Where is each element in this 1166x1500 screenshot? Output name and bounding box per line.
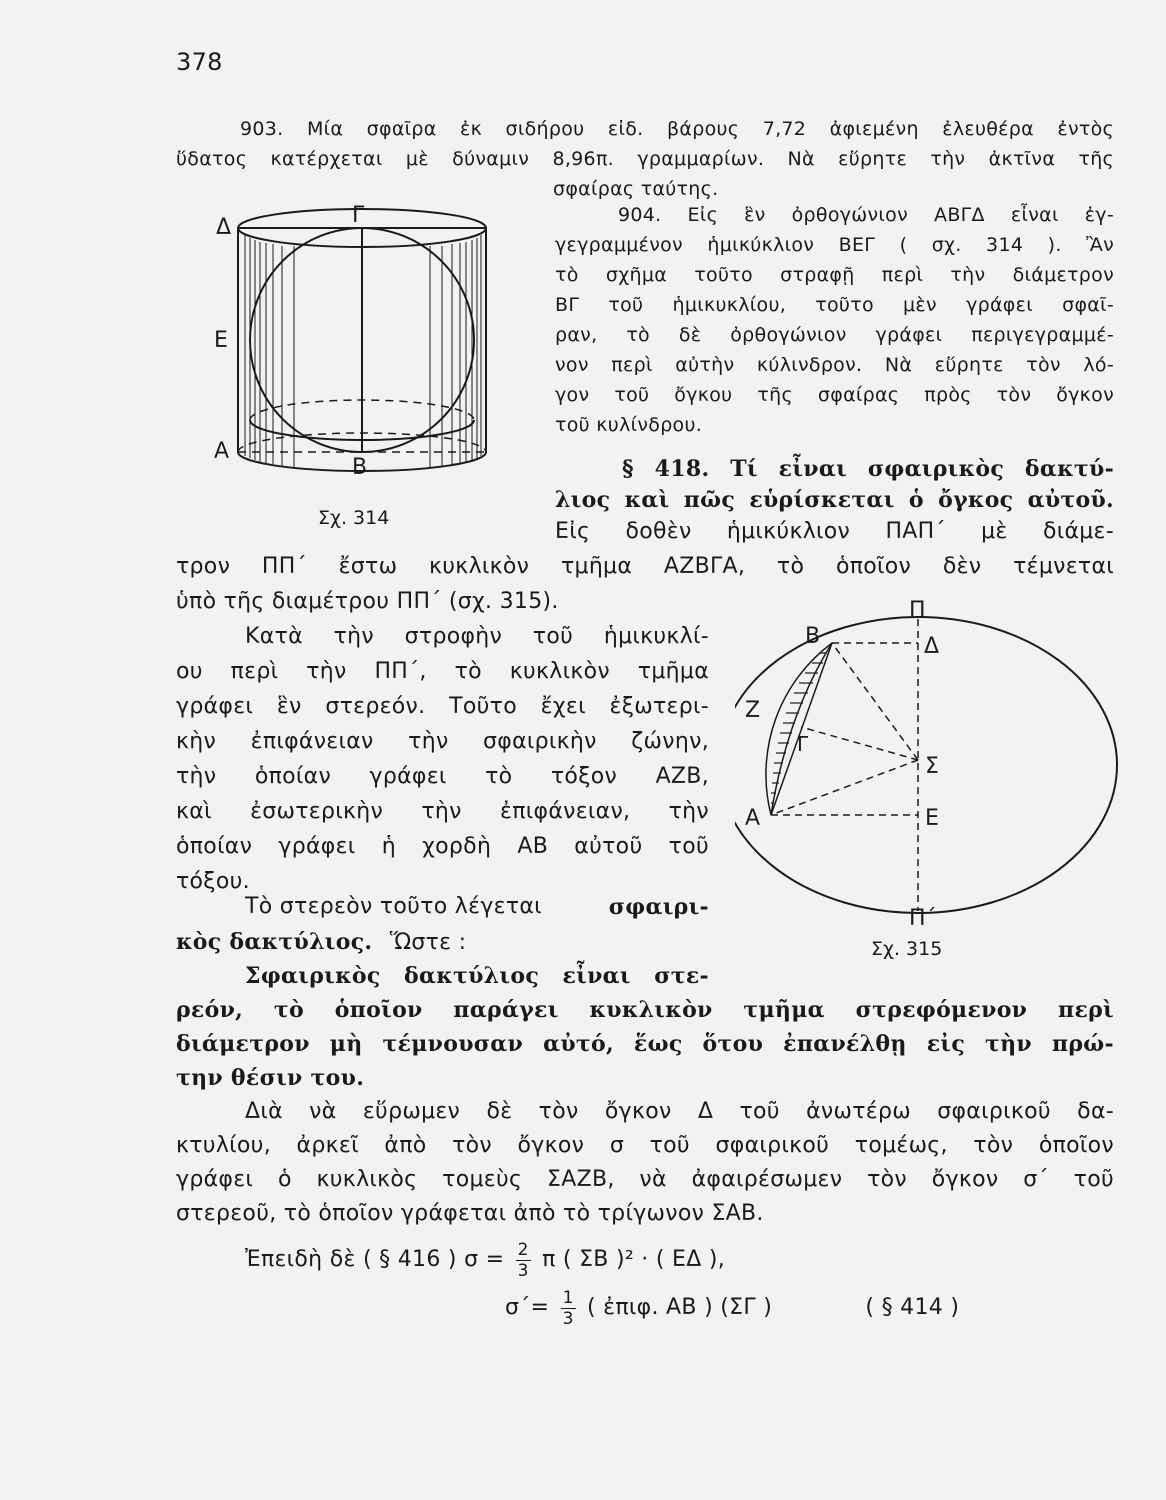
formula-1-den: 3 [517,1260,529,1281]
volume-line-4: στερεοῦ, τὸ ὁποῖον γράφεται ἀπὸ τὸ τρίγωνον ΣΑΒ. [176,1201,764,1226]
exercise-904-line-6: νον περὶ αὐτὴν κύλινδρον. Νὰ εὕρητε τὸν λό- [555,354,1114,376]
exercise-903-line-1: 903. Μία σφαῖρα ἐκ σιδήρου εἰδ. βάρους 7,72 ἀφιεμένη ἐλευθέρα ἐντὸς [240,118,1114,140]
s-to-b [832,643,918,760]
formula-1-prefix: Ἐπειδὴ δὲ ( § 416 ) σ = [245,1247,505,1272]
section-418-heading-line-2: λιος καὶ πῶς εὑρίσκεται ὁ ὄγκος αὐτοῦ. [555,487,1114,513]
exercise-904-line-8: τοῦ κυλίνδρου. [555,414,703,436]
label-pi-prime: Π΄ [909,906,937,931]
volume-line-1: Διὰ νὰ εὕρωμεν δὲ τὸν ὄγκον Δ τοῦ ἀνωτέρω σφαιρικοῦ δα- [245,1099,1114,1124]
formula-1-fraction [516,1240,531,1281]
exercise-904-line-4: ΒΓ τοῦ ἡμικυκλίου, τοῦτο μὲν γράφει σφαῖ- [555,294,1114,316]
exercise-904-line-5: ραν, τὸ δὲ ὀρθογώνιον γράφει περιγεγραμμέ- [555,324,1114,346]
rotation-line-1: Κατὰ τὴν στροφὴν τοῦ ἡμικυκλί- [245,624,709,649]
label-epsilon-314: Ε [214,328,228,353]
label-pi: Π [909,598,926,623]
formula-1-num: 2 [517,1239,529,1260]
s-to-a [771,760,918,815]
exercise-904-line-1: 904. Εἰς ἓν ὀρθογώνιον ΑΒΓΔ εἶναι ἐγ- [618,204,1114,226]
formula-2-den: 3 [562,1308,574,1329]
intro-line-3: ὑπὸ τῆς διαμέτρου ΠΠ΄ (σχ. 315). [176,589,559,614]
page-number: 378 [176,48,223,76]
definition-line-2: ρεόν, τὸ ὁποῖον παράγει κυκλικὸν τμῆμα στρεφόμενον περὶ [176,997,1114,1023]
volume-line-2: κτυλίου, ἀρκεῖ ἀπὸ τὸν ὄγκον σ τοῦ σφαιρικοῦ τομέως, τὸν ὁποῖον [176,1133,1114,1158]
label-alpha-315: Α [745,806,761,831]
rotation-line-3: γράφει ἓν στερεόν. Τοῦτο ἔχει ἐξωτερι- [176,694,709,719]
figure-315 [735,595,1125,970]
label-epsilon-315: Ε [925,806,939,831]
label-delta-315: Δ [924,634,940,659]
formula-2-num: 1 [562,1287,574,1308]
label-delta-314: Δ [216,215,232,240]
formula-1-suffix: π ( ΣΒ )² · ( ΕΔ ), [542,1247,726,1272]
rotation-line-8: τόξου. [176,869,250,894]
formula-2-prefix: σ΄= [505,1295,550,1320]
rotation-line-2: ου περὶ τὴν ΠΠ΄, τὸ κυκλικὸν τμῆμα [176,659,709,684]
label-beta-314: Β [352,455,368,480]
named-line-2 [176,928,466,957]
definition-line-4: την θέσιν του. [176,1065,365,1091]
exercise-903-line-3: σφαίρας ταύτης. [553,178,719,200]
exercise-904-line-2: γεγραμμένον ἡμικύκλιον ΒΕΓ ( σχ. 314 ). Ἂν [555,234,1114,256]
label-gamma-314: Γ [352,203,365,228]
label-gamma-315: Γ [797,732,809,756]
intro-line-1: Εἰς δοθὲν ἡμικύκλιον ΠΑΠ΄ μὲ διάμε- [555,519,1114,544]
label-zeta: Ζ [745,698,761,723]
label-alpha-314: Α [214,439,230,464]
formula-1 [245,1238,725,1282]
volume-line-3: γράφει ὁ κυκλικὸς τομεὺς ΣΑΖΒ, νὰ ἀφαιρέσωμεν τὸν ὄγκον σ΄ τοῦ [176,1167,1114,1192]
rotation-line-4: κὴν ἐπιφάνειαν τὴν σφαιρικὴν ζώνην, [176,729,709,754]
intro-line-2: τρον ΠΠ΄ ἔστω κυκλικὸν τμῆμα ΑΖΒΓΑ, τὸ ὁποῖον δὲν τέμνεται [176,554,1114,579]
hoste: Ὥστε : [389,930,467,955]
formula-2 [505,1286,959,1330]
named-prefix: Τὸ στερεὸν τοῦτο λέγεται [245,894,542,919]
caption-314: Σχ. 314 [318,507,390,529]
named-term-2: κὸς δακτύλιος. [176,929,373,955]
exercise-904-line-3: τὸ σχῆμα τοῦτο στραφῇ περὶ τὴν διάμετρον [555,264,1114,286]
definition-line-1: Σφαιρικὸς δακτύλιος εἶναι στε- [245,963,709,989]
rotation-line-7: ὁποίαν γράφει ἡ χορδὴ ΑΒ αὐτοῦ τοῦ [176,834,709,859]
exercise-904-line-7: γον τοῦ ὄγκου τῆς σφαίρας πρὸς τὸν ὄγκον [555,384,1114,406]
label-beta-315: Β [805,624,821,649]
section-418-heading-line-1: § 418. Τί εἶναι σφαιρικὸς δακτύ- [622,456,1114,482]
named-term-1: σφαιρι- [608,894,709,920]
exercise-903-line-2: ὕδατος κατέρχεται μὲ δύναμιν 8,96π. γραμμαρίων. Νὰ εὕρητε τὴν ἀκτῖνα τῆς [176,148,1114,170]
rotation-line-5: τὴν ὁποίαν γράφει τὸ τόξον ΑΖΒ, [176,764,709,789]
rotation-line-6: καὶ ἐσωτερικὴν τὴν ἐπιφάνειαν, τὴν [176,799,709,824]
formula-2-ref: ( § 414 ) [865,1295,960,1320]
named-line-1 [245,893,709,921]
figure-314 [200,190,500,535]
s-to-g [801,727,918,760]
definition-line-3: διάμετρον μὴ τέμνουσαν αὐτό, ἕως ὅτου ἐπανέλθῃ εἰς τὴν πρώ- [176,1031,1114,1057]
caption-315: Σχ. 315 [871,938,943,960]
formula-2-fraction [561,1288,576,1329]
formula-2-suffix: ( ἐπιφ. ΑΒ ) (ΣΓ ) [587,1295,773,1320]
label-sigma: Σ [925,754,939,779]
